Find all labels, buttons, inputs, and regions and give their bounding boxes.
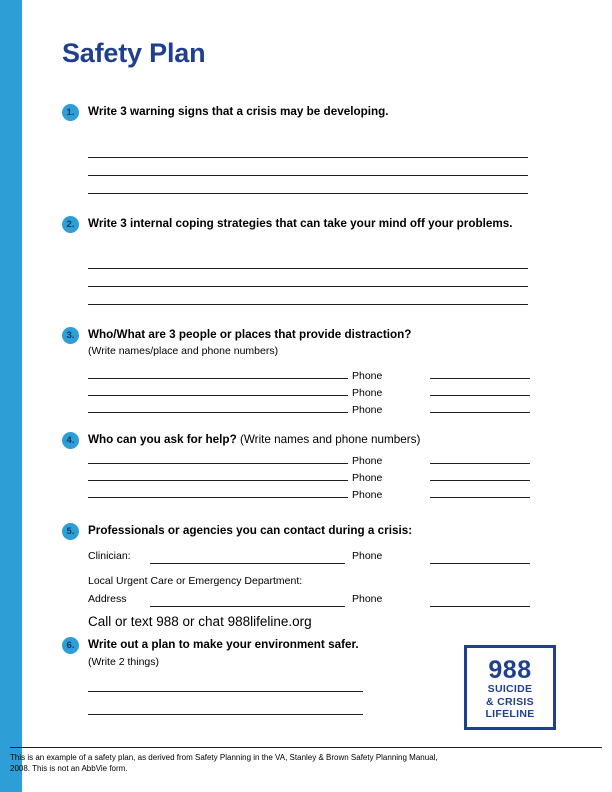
answer-line-6-2[interactable]: [88, 714, 363, 715]
logo-number: 988: [488, 656, 532, 684]
answer-line-3-2[interactable]: [88, 395, 348, 396]
phone-line-3-3[interactable]: [430, 412, 530, 413]
answer-line-2-1[interactable]: [88, 268, 528, 269]
question-sub-6: (Write 2 things): [88, 656, 159, 668]
lifeline-logo: [464, 645, 556, 730]
footer-disclaimer: This is an example of a safety plan, as derived from Safety Planning in the VA, Stanley & Brown Safety Planning Manual, 2008. This is not an AbbVie form.: [10, 753, 438, 773]
phone-line-3-2[interactable]: [430, 395, 530, 396]
call-text-5: Call or text 988 or chat 988lifeline.org: [88, 614, 312, 629]
question-number-5: 5.: [62, 523, 79, 540]
phone-label-5-1: Phone: [352, 550, 383, 562]
question-text-5: Professionals or agencies you can contact during a crisis:: [88, 524, 413, 537]
urgent-care-label: Local Urgent Care or Emergency Department:: [88, 575, 303, 587]
phone-line-4-1[interactable]: [430, 463, 530, 464]
question-number-1: 1.: [62, 104, 79, 121]
answer-line-3-1[interactable]: [88, 378, 348, 379]
question-sub-3: (Write names/place and phone numbers): [88, 345, 279, 357]
question-text-3: Who/What are 3 people or places that provide distraction?: [88, 328, 412, 341]
phone-label-5-2: Phone: [352, 593, 383, 605]
phone-line-3-1[interactable]: [430, 378, 530, 379]
question-text-2: Write 3 internal coping strategies that can take your mind off your problems.: [88, 217, 513, 230]
address-label: Address: [88, 593, 127, 605]
logo-line-1: SUICIDE: [487, 683, 533, 695]
answer-line-1-3[interactable]: [88, 193, 528, 194]
phone-line-4-2[interactable]: [430, 480, 530, 481]
answer-line-1-2[interactable]: [88, 175, 528, 176]
question-number-4: 4.: [62, 432, 79, 449]
phone-line-5-1[interactable]: [430, 563, 530, 564]
phone-line-4-3[interactable]: [430, 497, 530, 498]
phone-label-4-2: Phone: [352, 472, 383, 484]
question-text-1: Write 3 warning signs that a crisis may be developing.: [88, 105, 389, 118]
clinician-label: Clinician:: [88, 550, 131, 562]
question-number-6: 6.: [62, 637, 79, 654]
phone-label-4-3: Phone: [352, 489, 383, 501]
phone-label-3-1: Phone: [352, 370, 383, 382]
logo-line-2: & CRISIS: [486, 695, 534, 708]
footer-divider: [10, 747, 602, 748]
logo-line-3: LIFELINE: [485, 708, 535, 720]
left-accent-bar: [0, 0, 22, 792]
phone-line-5-2[interactable]: [430, 606, 530, 607]
clinician-line[interactable]: [150, 563, 345, 564]
phone-label-3-3: Phone: [352, 404, 383, 416]
question-text-4-sub: (Write names and phone numbers): [239, 433, 421, 446]
phone-label-3-2: Phone: [352, 387, 383, 399]
answer-line-4-2[interactable]: [88, 480, 348, 481]
page-title: Safety Plan: [62, 38, 206, 68]
answer-line-3-3[interactable]: [88, 412, 348, 413]
question-text-6: Write out a plan to make your environment safer.: [88, 638, 359, 651]
address-line[interactable]: [150, 606, 345, 607]
answer-line-2-2[interactable]: [88, 286, 528, 287]
phone-label-4-1: Phone: [352, 455, 383, 467]
question-number-2: 2.: [62, 216, 79, 233]
question-text-4: [88, 432, 568, 447]
question-text-4-main: Who can you ask for help?: [88, 433, 237, 446]
answer-line-4-1[interactable]: [88, 463, 348, 464]
answer-line-2-3[interactable]: [88, 304, 528, 305]
answer-line-6-1[interactable]: [88, 691, 363, 692]
answer-line-4-3[interactable]: [88, 497, 348, 498]
answer-line-1-1[interactable]: [88, 157, 528, 158]
question-number-3: 3.: [62, 327, 79, 344]
